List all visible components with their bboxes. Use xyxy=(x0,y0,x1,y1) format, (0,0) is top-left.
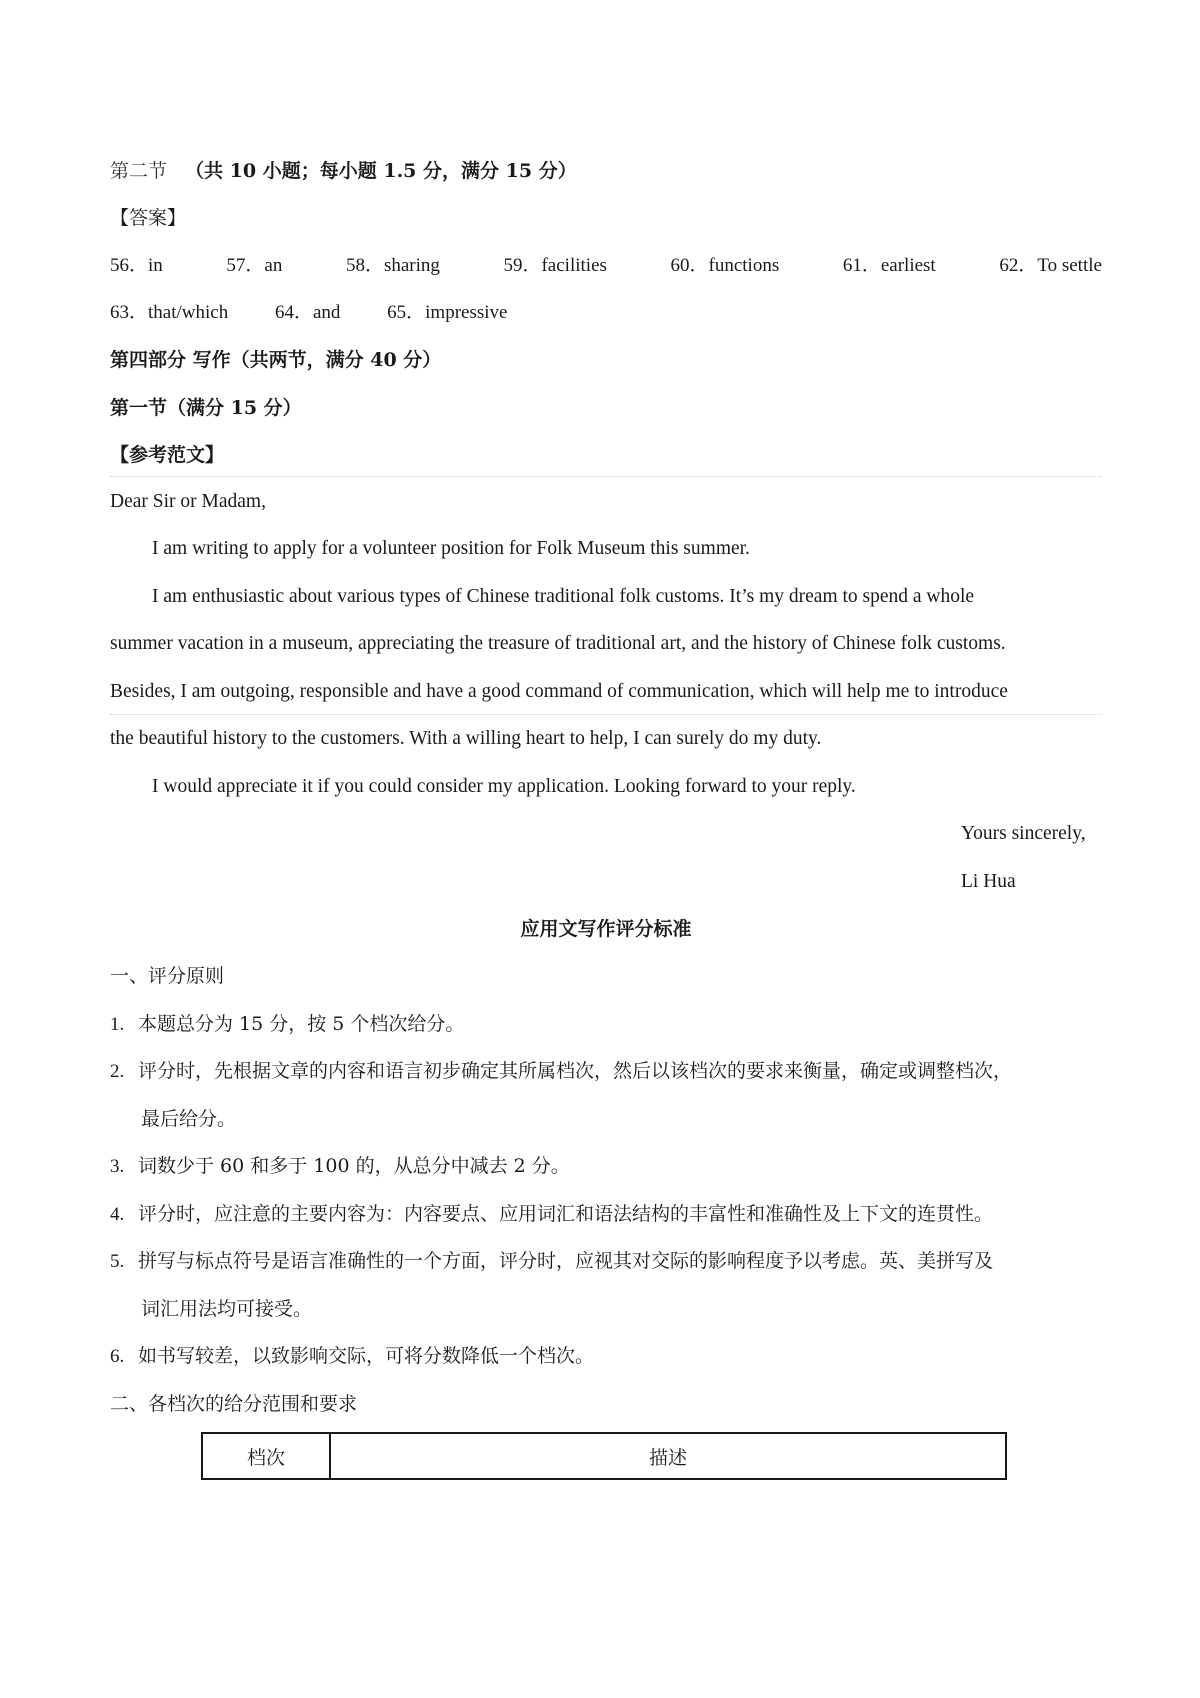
section2-label: 第二节 xyxy=(110,160,168,182)
rule-item xyxy=(110,1059,1012,1084)
rule-number: 1. xyxy=(110,1014,125,1035)
essay-line: Besides, I am outgoing, responsible and have a good command of communication, which will help me to introduce xyxy=(110,681,1008,702)
section2-note: （共 10 小题；每小题 1.5 分，满分 15 分） xyxy=(185,160,577,182)
answer-item: 65．impressive xyxy=(387,302,508,323)
criteria-title: 应用文写作评分标准 xyxy=(520,918,692,940)
answers-row-1 xyxy=(110,254,1102,278)
answer-item: 57．an xyxy=(226,255,283,276)
rule-item xyxy=(110,1012,464,1037)
grading-table xyxy=(201,1432,1007,1480)
answer-item: 56．in xyxy=(110,255,163,276)
principles-heading: 一、评分原则 xyxy=(110,965,225,987)
part4-heading: 第四部分 写作（共两节，满分 40 分） xyxy=(110,349,442,371)
answers-row-2 xyxy=(110,301,549,325)
divider xyxy=(110,714,1102,715)
answer-heading: 【答案】 xyxy=(110,207,187,229)
rule-text: 如书写较差，以致影响交际，可将分数降低一个档次。 xyxy=(138,1345,595,1367)
essay-closing: Yours sincerely, xyxy=(961,823,1086,844)
rule-text: 拼写与标点符号是语言准确性的一个方面，评分时，应视其对交际的影响程度予以考虑。英、美拼写及 xyxy=(138,1250,994,1272)
ranges-heading: 二、各档次的给分范围和要求 xyxy=(110,1393,358,1415)
essay-signature: Li Hua xyxy=(961,871,1016,892)
rule-number: 5. xyxy=(110,1251,125,1272)
section1-heading: 第一节（满分 15 分） xyxy=(110,397,302,419)
table-header-row xyxy=(202,1433,1006,1479)
answer-item: 59．facilities xyxy=(503,255,607,276)
rule-number: 2. xyxy=(110,1061,125,1082)
table-header-cell: 描述 xyxy=(330,1433,1006,1479)
rule-continuation: 词汇用法均可接受。 xyxy=(141,1298,313,1320)
rule-item xyxy=(110,1344,594,1369)
table-header-cell: 档次 xyxy=(202,1433,330,1479)
answer-item: 58．sharing xyxy=(345,255,440,276)
rule-text: 词数少于 60 和多于 100 的，从总分中减去 2 分。 xyxy=(138,1155,570,1177)
rule-text: 本题总分为 15 分，按 5 个档次给分。 xyxy=(138,1013,465,1035)
essay-line: summer vacation in a museum, appreciating the treasure of traditional art, and the history of Chinese folk customs. xyxy=(110,633,1006,654)
rule-item xyxy=(110,1249,993,1274)
rule-continuation: 最后给分。 xyxy=(141,1108,237,1130)
essay-greeting: Dear Sir or Madam, xyxy=(110,491,266,512)
rule-text: 评分时，应注意的主要内容为：内容要点、应用词汇和语法结构的丰富性和准确性及上下文的连贯性。 xyxy=(138,1203,994,1225)
exam-page xyxy=(110,0,1102,1698)
essay-line: I am writing to apply for a volunteer position for Folk Museum this summer. xyxy=(152,538,750,559)
rule-number: 3. xyxy=(110,1156,125,1177)
rule-number: 4. xyxy=(110,1204,125,1225)
answer-item: 61．earliest xyxy=(842,255,936,276)
divider xyxy=(110,476,1102,477)
rule-text: 评分时，先根据文章的内容和语言初步确定其所属档次，然后以该档次的要求来衡量，确定或调整档次， xyxy=(138,1060,1013,1082)
answer-item: 64．and xyxy=(274,302,341,323)
rule-item xyxy=(110,1202,993,1227)
essay-line: I am enthusiastic about various types of Chinese traditional folk customs. It’s my dream to spend a whole xyxy=(152,586,975,607)
answer-item: 60．functions xyxy=(670,255,780,276)
essay-line: the beautiful history to the customers. With a willing heart to help, I can surely do my duty. xyxy=(110,728,822,749)
section2-heading xyxy=(110,159,577,183)
essay-line: I would appreciate it if you could consider my application. Looking forward to your reply. xyxy=(152,776,856,797)
answer-item: 62．To settle xyxy=(999,255,1102,276)
rule-number: 6. xyxy=(110,1346,125,1367)
rule-item xyxy=(110,1154,570,1179)
answer-item: 63．that/which xyxy=(110,302,229,323)
sample-essay-heading: 【参考范文】 xyxy=(110,444,225,466)
